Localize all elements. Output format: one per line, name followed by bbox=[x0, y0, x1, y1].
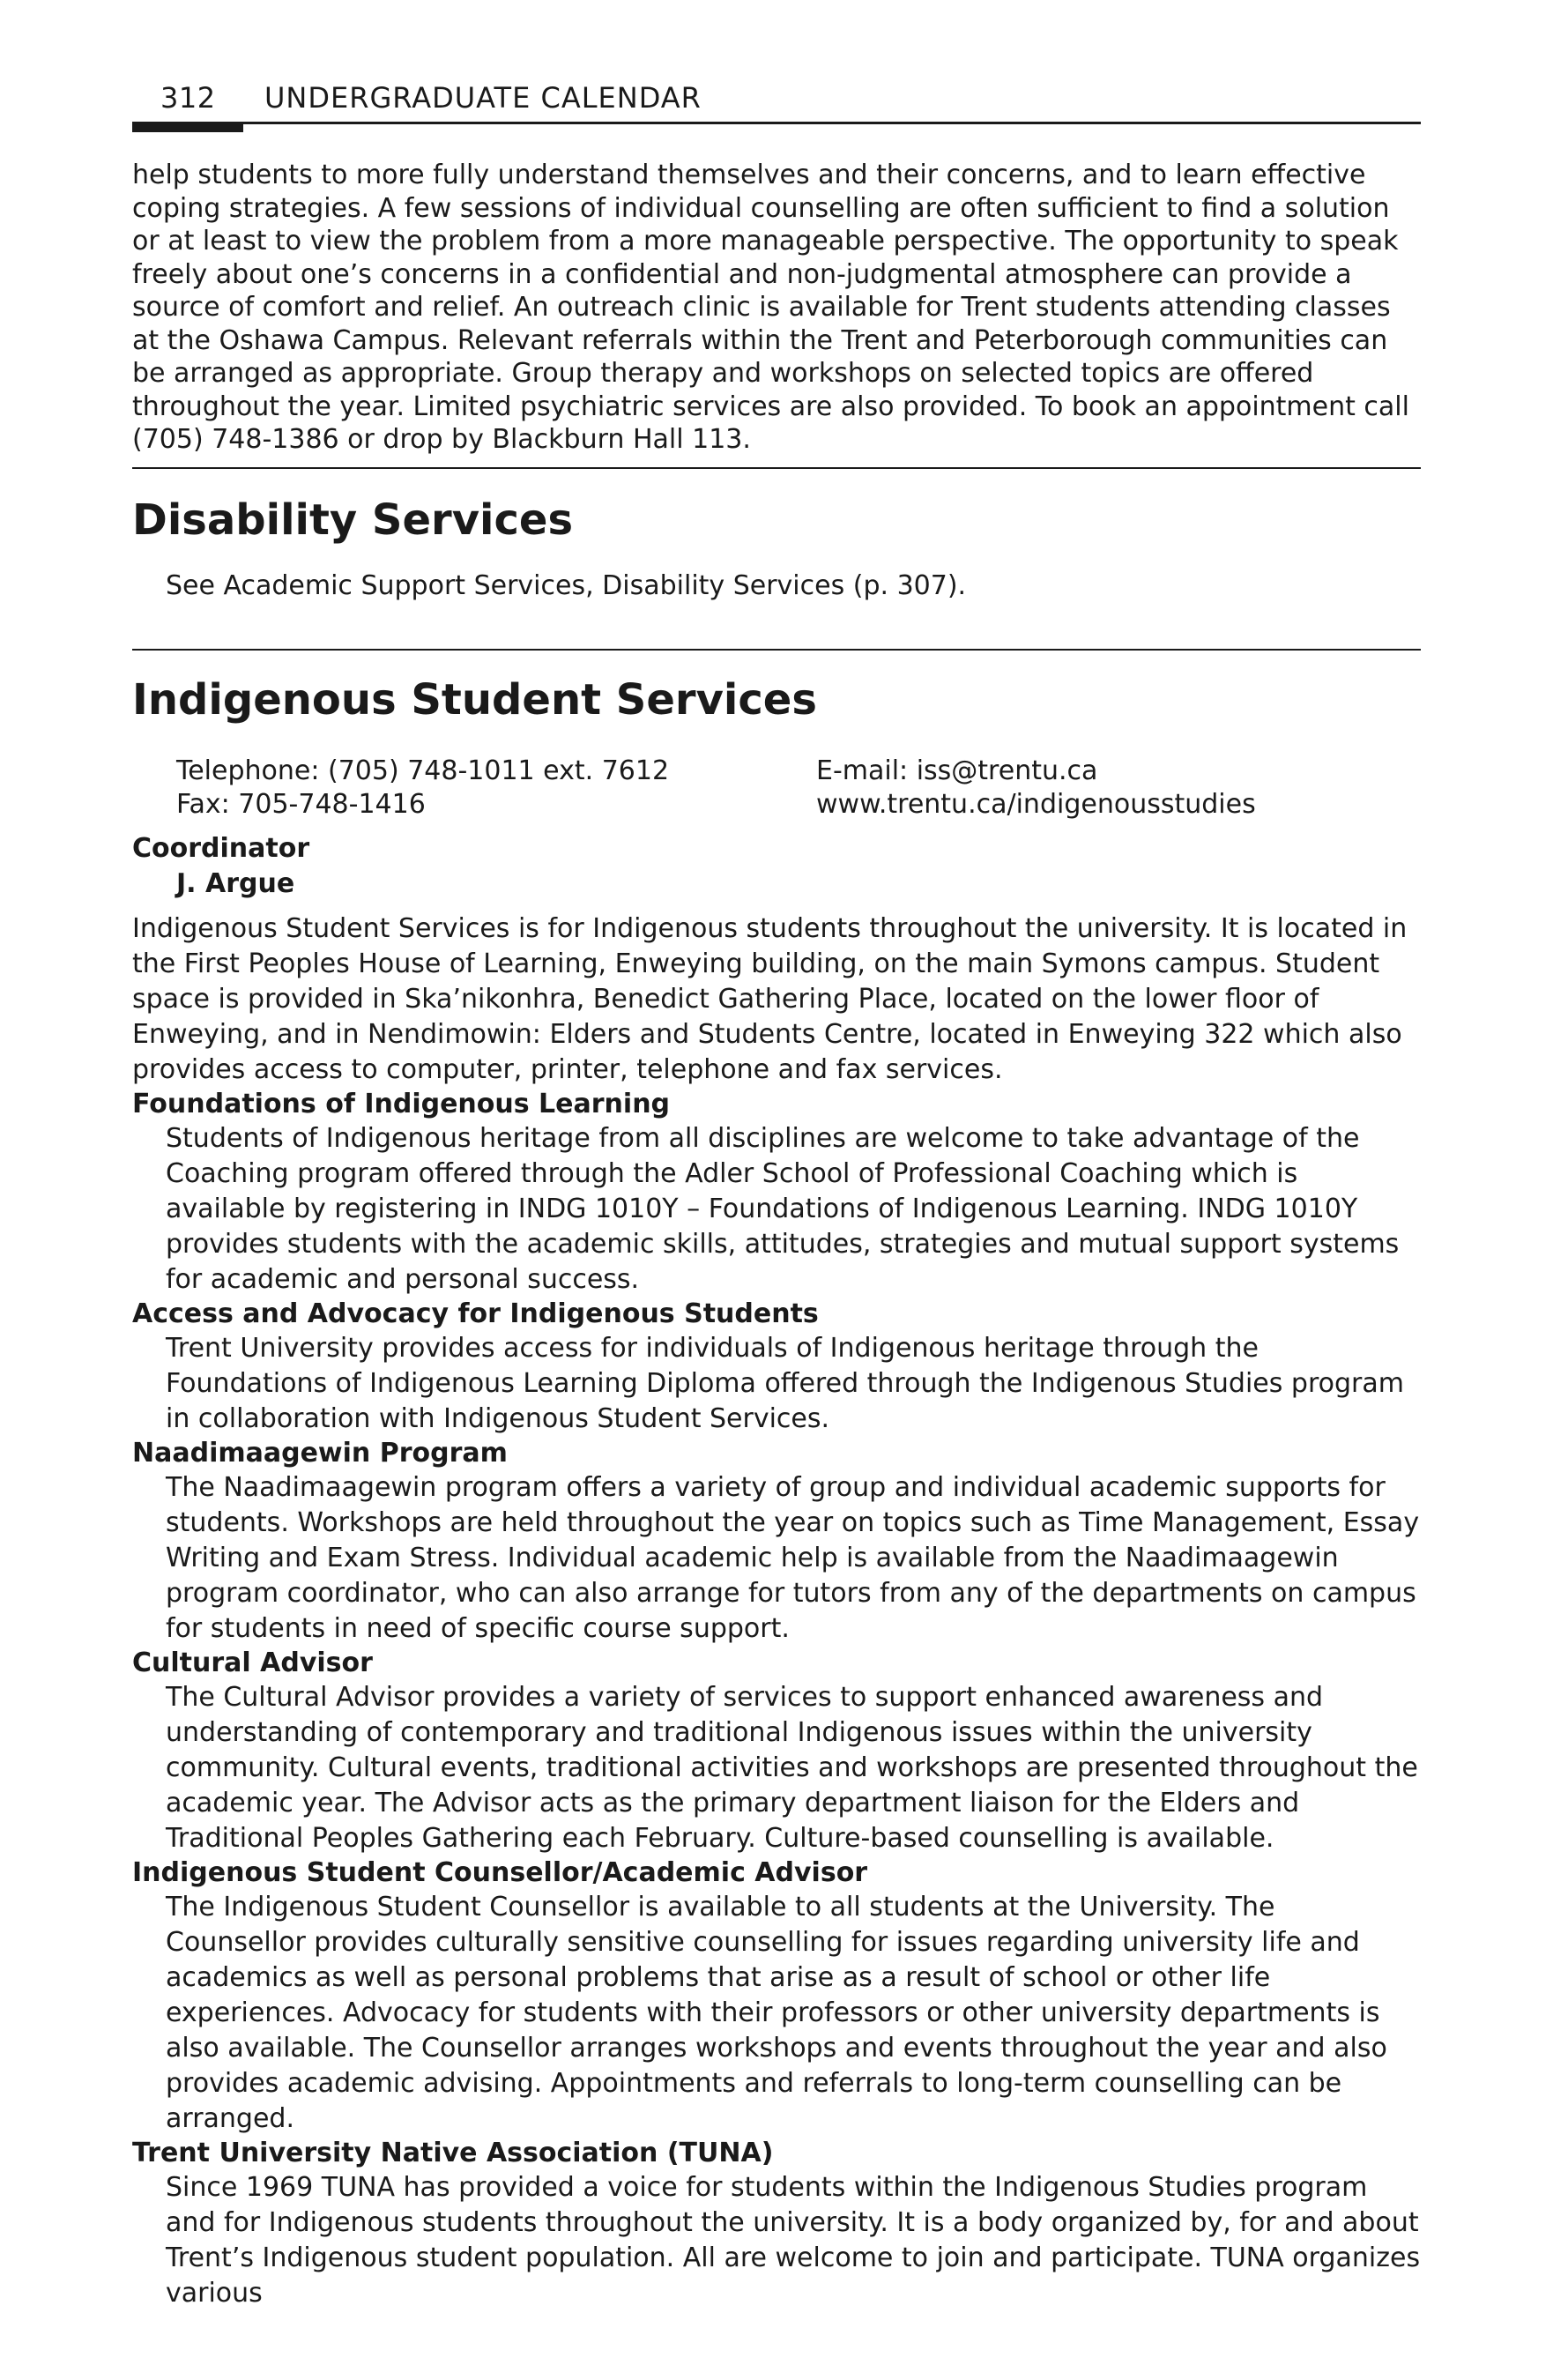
section-divider bbox=[132, 467, 1421, 469]
subsection-body: The Naadimaagewin program offers a variety of group and individual academic supports for students. Workshops are held throughout the year on topics such as Time Management, Essay Writing and Exam Stress. Individual academic help is available from the Naadimaagewin program coordinator, who can also arrange for tutors from any of the departments on campus for students in need of specific course support. bbox=[166, 1472, 1420, 1644]
subsection bbox=[132, 1647, 1421, 1856]
counselling-continuation-paragraph: help students to more fully understand themselves and their concerns, and to learn effective coping strategies. A few sessions of individual counselling are often sufficient to find a solution or at least to view the problem from a more manageable perspective. The opportunity to speak freely about one’s concerns in a confidential and non-judgmental atmosphere can provide a source of comfort and relief. An outreach clinic is available for Trent students attending classes at the Oshawa Campus. Relevant referrals within the Trent and Peterborough communities can be arranged as appropriate. Group therapy and workshops on selected topics are offered throughout the year. Limited psychiatric services are also provided. To book an appointment call (705) 748-1386 or drop by Blackburn Hall 113. bbox=[132, 160, 1409, 455]
page-number: 312 bbox=[160, 81, 216, 115]
subsection bbox=[132, 1856, 1421, 2137]
coordinator-label: Coordinator bbox=[132, 833, 310, 864]
contact-left-column bbox=[176, 755, 669, 822]
website-link[interactable]: www.trentu.ca/indigenousstudies bbox=[816, 789, 1256, 820]
subsection-body: Trent University provides access for individuals of Indigenous heritage through the Foundations of Indigenous Learning Diploma offered through the Indigenous Studies program in collaboration with Indigenous Student Services. bbox=[166, 1333, 1404, 1434]
subsection-body: The Cultural Advisor provides a variety of services to support enhanced awareness and understanding of contemporary and traditional Indigenous issues within the university community. Cultural events, traditional activities and workshops are presented throughout the academic year. The Advisor acts as the primary department liaison for the Elders and Traditional Peoples Gathering each February. Culture-based counselling is available. bbox=[166, 1682, 1418, 1854]
subsection-heading: Trent University Native Association (TUNA) bbox=[132, 2138, 774, 2168]
subsection-heading: Foundations of Indigenous Learning bbox=[132, 1089, 671, 1119]
subsection bbox=[132, 1088, 1421, 1298]
subsection-body: The Indigenous Student Counsellor is available to all students at the University. The Counsellor provides culturally sensitive counselling for issues regarding university life and academics as well as personal problems that arise as a result of school or other life experiences. Advocacy for students with their professors or other university departments is also available. The Counsellor arranges workshops and events throughout the year and also provides academic advising. Appointments and referrals to long-term counselling can be arranged. bbox=[166, 1892, 1387, 2134]
section-divider bbox=[132, 649, 1421, 651]
running-header-title: UNDERGRADUATE CALENDAR bbox=[264, 81, 702, 115]
contact-right-column bbox=[816, 755, 1256, 822]
subsection-body: Since 1969 TUNA has provided a voice for students within the Indigenous Studies program and for Indigenous students throughout the university. It is a body organized by, for and about Trent’s Indigenous student population. All are welcome to join and participate. TUNA organizes various bbox=[166, 2172, 1421, 2309]
subsection-heading: Cultural Advisor bbox=[132, 1647, 373, 1678]
subsection bbox=[132, 2137, 1421, 2311]
fax: Fax: 705-748-1416 bbox=[176, 789, 426, 820]
subsection-heading: Access and Advocacy for Indigenous Students bbox=[132, 1298, 819, 1329]
subsection-heading: Indigenous Student Counsellor/Academic Advisor bbox=[132, 1857, 868, 1888]
subsection-heading: Naadimaagewin Program bbox=[132, 1438, 508, 1469]
section-title-disability: Disability Services bbox=[132, 495, 574, 545]
subsection bbox=[132, 1437, 1421, 1647]
indigenous-services-body bbox=[132, 911, 1421, 2311]
header-tab-marker bbox=[132, 122, 243, 132]
section-title-indigenous: Indigenous Student Services bbox=[132, 675, 817, 725]
disability-see-also: See Academic Support Services, Disability Services (p. 307). bbox=[166, 570, 967, 601]
subsection-body: Students of Indigenous heritage from all disciplines are welcome to take advantage of the Coaching program offered through the Adler School of Professional Coaching which is available by registering in INDG 1010Y – Foundations of Indigenous Learning. INDG 1010Y provides students with the academic skills, attitudes, strategies and mutual support systems for academic and personal success. bbox=[166, 1123, 1400, 1295]
email-link[interactable]: E-mail: iss@trentu.ca bbox=[816, 755, 1098, 786]
coordinator-name: J. Argue bbox=[176, 868, 295, 899]
indigenous-services-intro: Indigenous Student Services is for Indigenous students throughout the university. It is located in the First Peoples House of Learning, Enweying building, on the main Symons campus. Student space is provided in Ska’nikonhra, Benedict Gathering Place, located on the lower floor of Enweying, and in Nendimowin: Elders and Students Centre, located in Enweying 322 which also provides access to computer, printer, telephone and fax services. bbox=[132, 913, 1408, 1085]
running-header bbox=[132, 81, 1421, 134]
telephone: Telephone: (705) 748-1011 ext. 7612 bbox=[176, 755, 670, 786]
subsection bbox=[132, 1298, 1421, 1437]
header-rule bbox=[132, 122, 1421, 124]
